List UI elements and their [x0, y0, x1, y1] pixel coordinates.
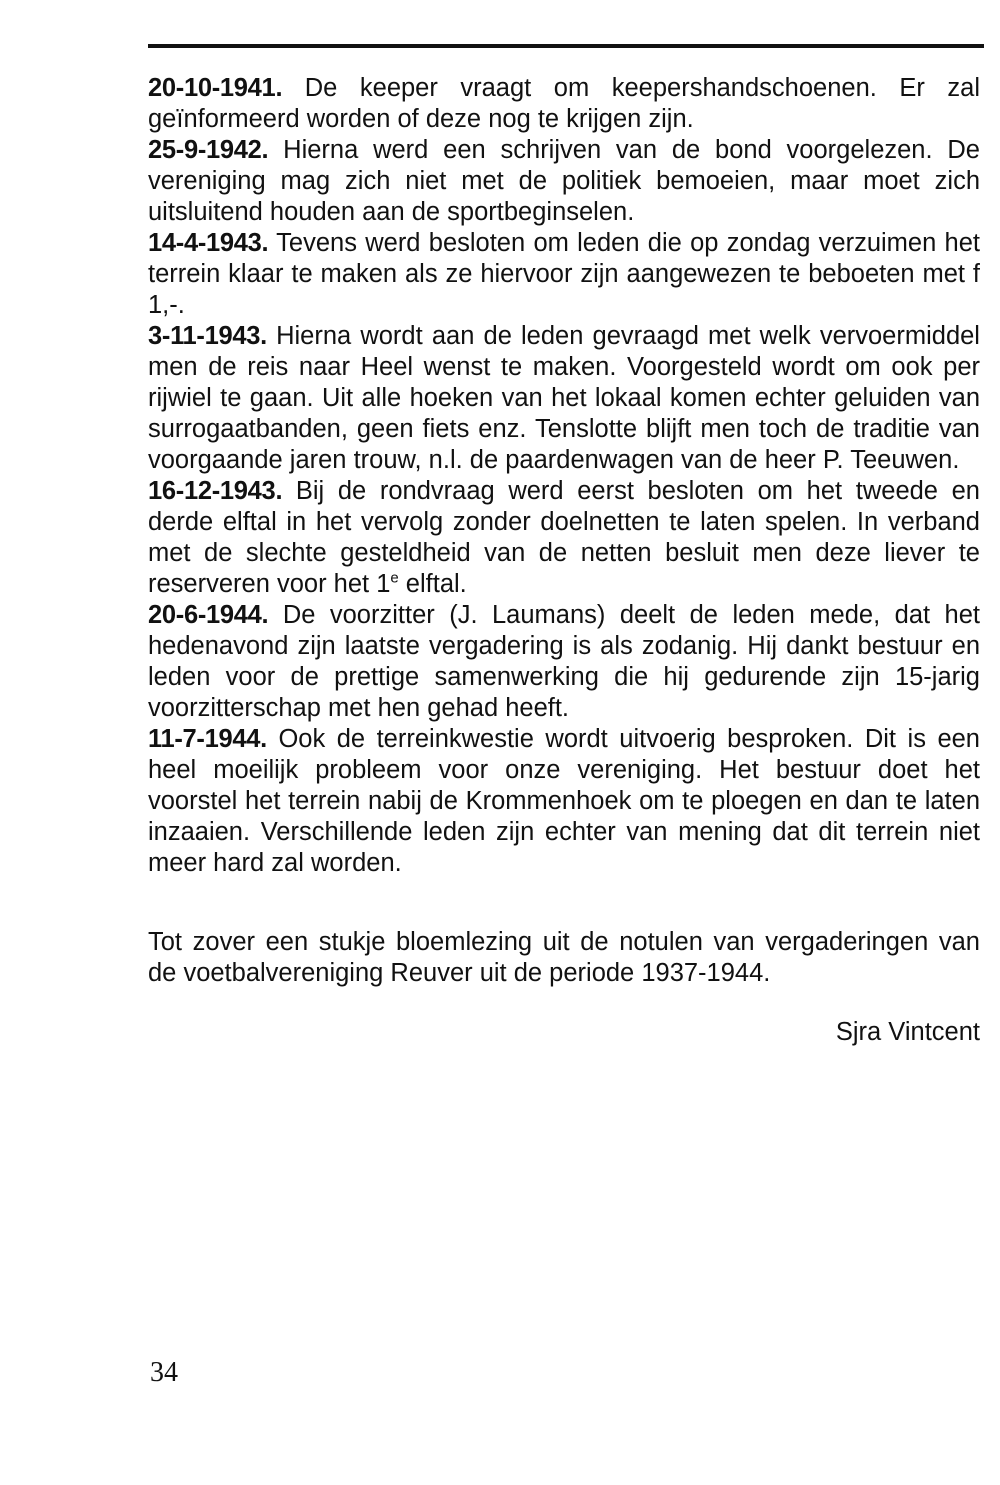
entry-date: 20-10-1941. [148, 74, 283, 102]
entry-date: 25-9-1942. [148, 136, 269, 164]
closing-paragraph: Tot zover een stukje bloemlezing uit de notulen van vergaderingen van de voetbalvereniging Reuver uit de periode 1937-1944. [148, 928, 980, 987]
entry-date: 16-12-1943. [148, 477, 283, 505]
entry-text: Tevens werd besloten om leden die op zondag verzuimen het terrein klaar te maken als ze hiervoor zijn aangewezen te beboeten met f 1,-. [148, 229, 980, 319]
entry-date: 20-6-1944. [148, 601, 269, 629]
entry-text-after: elftal. [398, 570, 467, 598]
entry-text: Hierna wordt aan de leden gevraagd met welk vervoermiddel men de reis naar Heel wenst te maken. Voorgesteld wordt om ook per rijwiel te gaan. Uit alle hoeken van het lokaal komen echter geluiden van surrogaatbanden, geen fiets enz. Tenslotte blijft men toch de traditie van voorgaande jaren trouw, n.l. de paardenwagen van de heer P. Teeuwen. [148, 322, 980, 474]
entry-date: 14-4-1943. [148, 229, 269, 257]
minutes-entries [148, 73, 980, 879]
minutes-entry [148, 228, 980, 321]
ordinal-superscript: e [390, 569, 399, 587]
minutes-entry [148, 73, 980, 135]
minutes-entry [148, 321, 980, 476]
top-rule [148, 44, 984, 48]
author-signature: Sjra Vintcent [835, 1018, 980, 1046]
entry-text: Bij de rondvraag werd eerst besloten om het tweede en derde elftal in het vervolg zonder doelnetten te laten spelen. In verband met de slechte gesteldheid van de netten besluit men deze liever te reserveren voor het 1 [148, 477, 980, 598]
minutes-entry [148, 724, 980, 879]
entry-date: 11-7-1944. [148, 725, 267, 753]
entry-date: 3-11-1943. [148, 322, 267, 350]
entry-text: De voorzitter (J. Laumans) deelt de leden mede, dat het hedenavond zijn laatste vergadering is als zodanig. Hij dankt bestuur en leden voor de prettige samenwerking die hij gedurende zijn 15-jarig voorzitterschap met hen gehad heeft. [148, 601, 980, 722]
minutes-entry [148, 600, 980, 724]
entry-text: De keeper vraagt om keepershandschoenen. Er zal geïnformeerd worden of deze nog te krijgen zijn. [148, 74, 980, 133]
entry-text: Hierna werd een schrijven van de bond voorgelezen. De vereniging mag zich niet met de politiek bemoeien, maar moet zich uitsluitend houden aan de sportbeginselen. [148, 136, 980, 226]
minutes-entry [148, 476, 980, 600]
minutes-entry [148, 135, 980, 228]
entry-text: Ook de terreinkwestie wordt uitvoerig besproken. Dit is een heel moeilijk probleem voor onze vereniging. Het bestuur doet het voorstel het terrein nabij de Krommenhoek om te ploegen en dan te laten inzaaien. Verschillende leden zijn echter van mening dat dit terrein niet meer hard zal worden. [148, 725, 980, 877]
page-number: 34 [150, 1357, 178, 1388]
